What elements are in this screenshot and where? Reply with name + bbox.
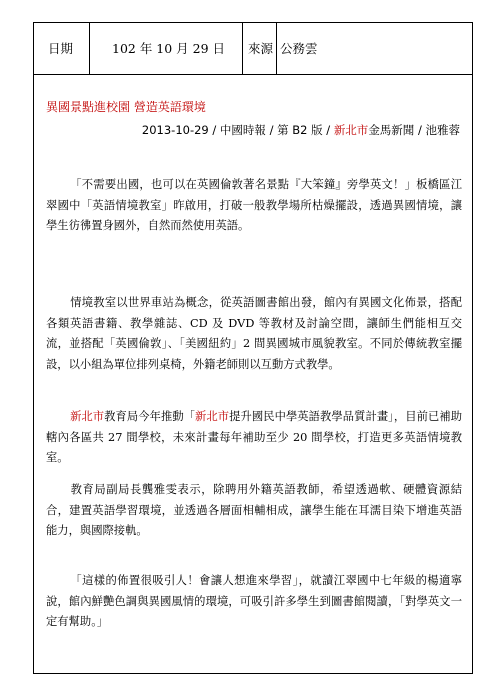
source-value: 公務雲: [280, 41, 318, 56]
article-headline: 異國景點進校園 營造英語環境: [46, 100, 206, 114]
paragraph-1: [46, 175, 462, 237]
paragraph-3-text: 教育局今年推動「: [104, 410, 196, 423]
paragraph-2: [46, 293, 462, 375]
paragraph-5: [46, 571, 462, 633]
paragraph-1-text: 「不需要出國，也可以在英國倫敦著名景點『大笨鐘』旁學英文！」板橋區江翠國中「英語情境教室」昨啟用，打破一般教學場所枯燥擺設，透過異國情境，讓學生彷彿置身國外，自然而然使用英語。: [46, 178, 462, 232]
paragraph-4-text: 教育局副局長龔雅雯表示，除聘用外籍英語教師，希望透過軟、硬體資源結合，建置英語學習環境，並透過各層面相輔相成，讓學生能在耳濡目染下增進英語能力，與國際接軌。: [46, 483, 462, 537]
header-divider: [89, 23, 90, 75]
paragraph-4: [46, 480, 462, 542]
article-byline: [142, 122, 460, 138]
header-divider: [242, 23, 243, 75]
document-page: [33, 22, 473, 674]
city-highlight: 新北市: [195, 410, 230, 423]
city-highlight: 新北市: [70, 410, 105, 423]
byline-suffix: 金馬新聞 / 池雅蓉: [368, 123, 460, 137]
paragraph-2-text: 情境教室以世界車站為概念，從英語圖書館出發，館內有異國文化佈景，搭配各類英語書籍、教學雜誌、CD 及 DVD 等教材及討論空間，讓師生們能相互交流，並搭配「英國倫敦」、「美國紐約」2 間異國城市風貌教室。不同於傳統教室擺設，以小組為單位排列桌椅，外籍老師則以互動方式教學。: [46, 296, 462, 371]
byline-prefix: 2013-10-29 / 中國時報 / 第 B2 版 /: [141, 123, 334, 137]
byline-city: 新北市: [333, 123, 369, 137]
source-label: 來源: [248, 41, 274, 56]
paragraph-3: [46, 407, 462, 469]
date-value: 102 年 10 月 29 日: [112, 41, 226, 56]
header-divider: [276, 23, 277, 75]
paragraph-5-text: 「這樣的佈置很吸引人！會讓人想進來學習」，就讀江翠國中七年級的楊適寧說，館內鮮艷色調與異國風情的環境，可吸引許多學生到圖書館閱讀，「對學英文一定有幫助。」: [46, 574, 462, 628]
date-label: 日期: [48, 41, 74, 56]
paragraph-3-text: 提升國民中學英語教學品質計畫」，目前已補助轄內各區共 27 間學校，未來計畫每年補助至少 20 間學校，打造更多英語情境教室。: [46, 410, 462, 464]
header-table: [34, 23, 472, 75]
